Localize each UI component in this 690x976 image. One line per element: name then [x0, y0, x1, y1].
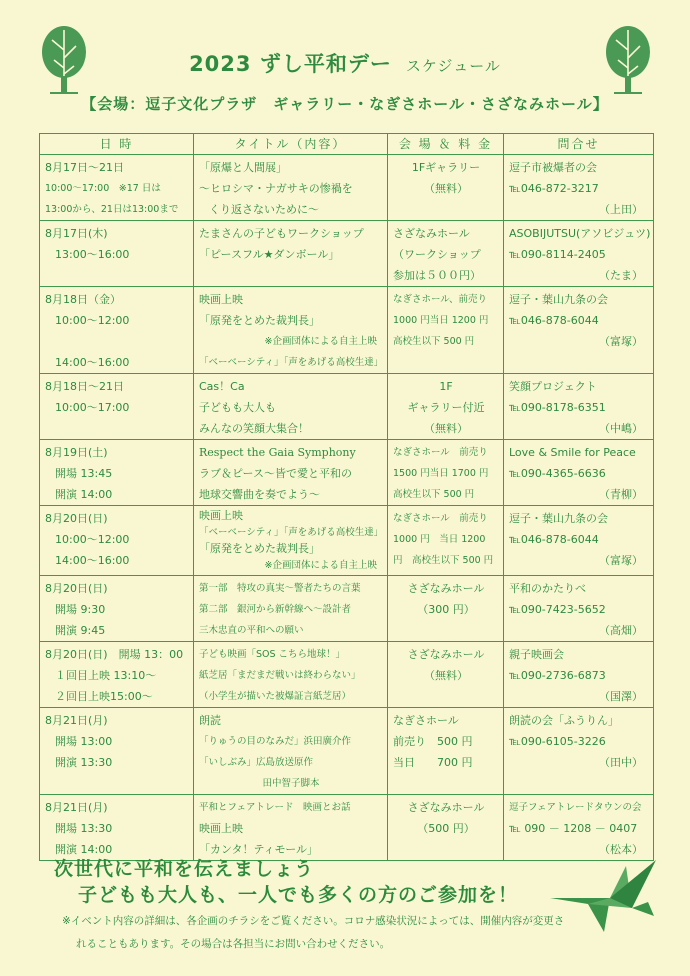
venue-text: 参加は５００円）	[393, 269, 481, 282]
contact-name: ASOBIJUTSU(アソビジュツ)	[509, 227, 651, 240]
contact-name: 逗子市被爆者の会	[509, 161, 597, 174]
contact-phone: ℡090-8178-6351	[509, 401, 606, 414]
venue-text: なぎさホール 前売り	[393, 513, 488, 524]
contact-person: （富塚）	[599, 335, 643, 348]
date-cell	[40, 287, 194, 374]
slogan-line-1: 次世代に平和を伝えましょう	[54, 858, 315, 880]
date-cell	[40, 708, 194, 795]
contact-phone: ℡046-878-6044	[509, 533, 599, 546]
title-text: 紙芝居「まだまだ戦いは終わらない」	[199, 670, 361, 681]
title-text: 「いしぶみ」広島放送原作	[199, 757, 314, 768]
contact-name: 親子映画会	[509, 648, 564, 661]
title-text: 平和とフェアトレード 映画とお話	[199, 802, 351, 813]
contact-person: （松本）	[599, 843, 643, 856]
title-text: （小学生が描いた被爆証言紙芝居）	[199, 691, 352, 702]
title-text: 子どもも大人も	[199, 401, 276, 414]
table-row	[40, 708, 654, 795]
date-cell	[40, 795, 194, 861]
title-text: くり返さないために～	[209, 203, 319, 216]
title-text: 「りゅうの目のなみだ」浜田廣介作	[199, 736, 352, 747]
title-text: みんなの笑顔大集合！	[199, 422, 309, 435]
contact-name: 笑顔プロジェクト	[509, 380, 597, 393]
venue-cell	[388, 155, 504, 221]
contact-person: （中嶋）	[599, 422, 643, 435]
table-row	[40, 374, 654, 440]
venue-text: 1000 円当日 1200 円	[393, 315, 489, 326]
contact-cell	[504, 708, 654, 795]
note-line-2: れることもあります。その場合は各担当にお問い合わせください。	[76, 938, 391, 950]
title-text: 子ども映画「SOS こちら地球！」	[199, 649, 346, 660]
title-text: ラブ＆ピース～皆で愛と平和の	[199, 467, 353, 480]
venue-cell	[388, 221, 504, 287]
venue-text: （無料）	[424, 182, 468, 195]
contact-phone: ℡046-872-3217	[509, 182, 599, 195]
contact-phone: ℡ 090 － 1208 － 0407	[509, 822, 638, 835]
title-text: ～ヒロシマ・ナガサキの惨禍を	[199, 182, 353, 195]
time-text: 開場 9:30	[55, 603, 106, 616]
contact-person: （富塚）	[599, 554, 643, 567]
table-row	[40, 287, 654, 374]
contact-name: Love & Smile for Peace	[509, 446, 636, 459]
title-text: 「ベーベーシティ」「声をあげる高校生達」	[199, 357, 384, 368]
venue-text: さざなみホール	[407, 582, 485, 595]
title-text: 朗読	[199, 714, 221, 727]
title-text: 「ベーベーシティ」「声をあげる高校生達」	[199, 526, 384, 538]
date-text: 8月20日(日)	[45, 512, 108, 525]
date-cell	[40, 642, 194, 708]
contact-phone: ℡090-2736-6873	[509, 669, 606, 682]
venue-text: 前売り 500 円	[393, 735, 473, 748]
venue-text: なぎさホール	[393, 714, 459, 727]
contact-person: （田中）	[599, 756, 643, 769]
title-cell	[194, 221, 388, 287]
venue-text: なぎさホール、前売り	[393, 294, 488, 305]
time-text: 開演 13:30	[55, 756, 113, 769]
table-header-row	[40, 134, 654, 155]
time-text: 10:00～12:00	[55, 314, 130, 327]
column-header-date: 日 時	[40, 134, 194, 155]
title-text: 第一部 特攻の真実～警者たちの言葉	[199, 583, 361, 594]
venue-cell	[388, 374, 504, 440]
contact-cell	[504, 506, 654, 576]
date-cell	[40, 576, 194, 642]
title-text: ※企画団体による自主上映	[264, 336, 377, 347]
date-cell	[40, 374, 194, 440]
title-cell	[194, 795, 388, 861]
title-subtitle: スケジュール	[405, 57, 501, 75]
title-text: 地球交響曲を奏でよう～	[199, 488, 320, 501]
venue-text: 円 高校生以下 500 円	[393, 555, 494, 566]
contact-name: 逗子・葉山九条の会	[509, 512, 608, 525]
spacer	[45, 331, 189, 352]
schedule-table	[39, 133, 654, 861]
date-text: 8月19日(土)	[45, 446, 108, 459]
venue-cell	[388, 440, 504, 506]
venue-line: 【会場：逗子文化プラザ ギャラリー・なぎさホール・さざなみホール】	[81, 95, 609, 113]
title-cell	[194, 576, 388, 642]
venue-text: （無料）	[424, 669, 468, 682]
table-row	[40, 440, 654, 506]
contact-cell	[504, 221, 654, 287]
venue-text: 1500 円当日 1700 円	[393, 468, 489, 479]
time-text: 開場 13:30	[55, 822, 113, 835]
time-text: 14:00～16:00	[55, 554, 130, 567]
time-text: 開場 13:00	[55, 735, 113, 748]
date-text: 8月21日(月)	[45, 801, 108, 814]
contact-phone: ℡090-7423-5652	[509, 603, 606, 616]
title-text: たまさんの子どもワークショップ	[199, 227, 364, 240]
date-cell	[40, 221, 194, 287]
date-text: 8月20日(日)	[45, 582, 108, 595]
title-text: 「原発をとめた裁判長」	[199, 542, 320, 555]
slogan-line-2: 子どもも大人も、一人でも多くの方のご参加を！	[78, 884, 519, 906]
venue-text: 1F	[439, 380, 453, 393]
date-text: 8月17日(木)	[45, 227, 108, 240]
time-text: 開演 9:45	[55, 624, 106, 637]
venue-cell	[388, 795, 504, 861]
column-header-title: タイトル（内容）	[194, 134, 388, 155]
venue-text: 高校生以下 500 円	[393, 489, 475, 500]
contact-person: （たま）	[599, 269, 643, 282]
time-text: 開演 14:00	[55, 488, 113, 501]
contact-name: 朗読の会「ふうりん」	[509, 714, 619, 727]
time-text: 13:00から、21日は13:00まで	[45, 204, 179, 215]
date-text: 8月18日～21日	[45, 380, 124, 393]
time-text: 開場 13:45	[55, 467, 113, 480]
title-text: Cas！Ca	[199, 380, 245, 393]
paper-crane-icon	[548, 858, 658, 936]
time-text: 10:00～17:00	[55, 401, 130, 414]
time-text: １回目上映 13:10～	[55, 669, 157, 682]
time-text: 開演 14:00	[55, 843, 113, 856]
title-text: 映画上映	[199, 293, 243, 306]
column-header-contact: 問合せ	[504, 134, 654, 155]
time-text: 10:00～12:00	[55, 533, 130, 546]
date-cell	[40, 440, 194, 506]
date-text: 8月17日～21日	[45, 161, 124, 174]
table-row	[40, 642, 654, 708]
table-row	[40, 795, 654, 861]
contact-cell	[504, 440, 654, 506]
contact-phone: ℡046-878-6044	[509, 314, 599, 327]
title-text: ※企画団体による自主上映	[264, 559, 377, 571]
date-cell	[40, 506, 194, 576]
title-text: 「原爆と人間展」	[199, 161, 287, 174]
contact-person: （国澤）	[599, 690, 643, 703]
contact-phone: ℡090-8114-2405	[509, 248, 606, 261]
table-row	[40, 155, 654, 221]
venue-text: さざなみホール	[407, 648, 485, 661]
title-cell	[194, 287, 388, 374]
venue-cell	[388, 576, 504, 642]
venue-text: （300 円）	[417, 603, 475, 616]
venue-text: 高校生以下 500 円	[393, 336, 475, 347]
contact-cell	[504, 287, 654, 374]
date-text: 8月20日(日) 開場 13：00	[45, 648, 184, 661]
contact-name: 逗子フェアトレードタウンの会	[509, 802, 642, 813]
contact-person: （青柳）	[599, 488, 643, 501]
contact-phone: ℡090-6105-3226	[509, 735, 606, 748]
venue-text: 1000 円 当日 1200	[393, 534, 486, 545]
venue-text: 当日 700 円	[393, 756, 473, 769]
title-text: 「カンタ！ティモール」	[199, 843, 319, 856]
title-text: 「原発をとめた裁判長」	[199, 314, 320, 327]
title-text: 2023 ずし平和デー	[189, 52, 392, 76]
contact-cell	[504, 155, 654, 221]
title-text: 「ピースフル★ダンボール」	[199, 248, 340, 261]
table-row	[40, 576, 654, 642]
title-cell	[194, 155, 388, 221]
contact-cell	[504, 642, 654, 708]
venue-text: さざなみホール	[393, 227, 470, 240]
time-text: 10:00～17:00 ※17 日は	[45, 183, 161, 194]
date-text: 8月18日（金）	[45, 293, 121, 306]
title-cell	[194, 440, 388, 506]
note-line-1: ※イベント内容の詳細は、各企画のチラシをご覧ください。コロナ感染状況によっては、開催内容が変更さ	[62, 915, 565, 927]
venue-text: （500 円）	[417, 822, 475, 835]
contact-cell	[504, 795, 654, 861]
venue-text: さざなみホール	[407, 801, 485, 814]
table-row	[40, 221, 654, 287]
contact-cell	[504, 576, 654, 642]
title-cell	[194, 708, 388, 795]
title-text: 三木忠直の平和への願い	[199, 625, 304, 636]
title-text: 映画上映	[199, 822, 243, 835]
venue-text: （無料）	[424, 422, 468, 435]
contact-person: （高畑）	[599, 624, 643, 637]
venue-cell	[388, 287, 504, 374]
page-title	[0, 48, 690, 78]
contact-name: 平和のかたりべ	[509, 582, 586, 595]
date-cell	[40, 155, 194, 221]
title-cell	[194, 506, 388, 576]
title-text: 第二部 銀河から新幹線へ～設計者	[199, 604, 352, 615]
title-text: Respect the Gaia Symphony	[199, 446, 356, 459]
contact-phone: ℡090-4365-6636	[509, 467, 606, 480]
venue-text: ギャラリー付近	[407, 401, 485, 414]
contact-cell	[504, 374, 654, 440]
contact-person: （上田）	[599, 203, 643, 216]
title-text: 映画上映	[199, 509, 243, 522]
venue-text: （ワークショップ	[393, 248, 481, 261]
contact-name: 逗子・葉山九条の会	[509, 293, 608, 306]
time-text: ２回目上映15:00～	[55, 690, 153, 703]
venue-cell	[388, 708, 504, 795]
title-text: 田中智子脚本	[262, 778, 320, 789]
time-text: 14:00～16:00	[55, 356, 130, 369]
time-text: 13:00～16:00	[55, 248, 130, 261]
venue-cell	[388, 506, 504, 576]
title-cell	[194, 642, 388, 708]
column-header-venue: 会 場 ＆ 料 金	[388, 134, 504, 155]
table-row	[40, 506, 654, 576]
venue-text: なぎさホール 前売り	[393, 447, 488, 458]
date-text: 8月21日(月)	[45, 714, 108, 727]
venue-cell	[388, 642, 504, 708]
venue-text: 1Fギャラリー	[411, 161, 481, 174]
title-cell	[194, 374, 388, 440]
